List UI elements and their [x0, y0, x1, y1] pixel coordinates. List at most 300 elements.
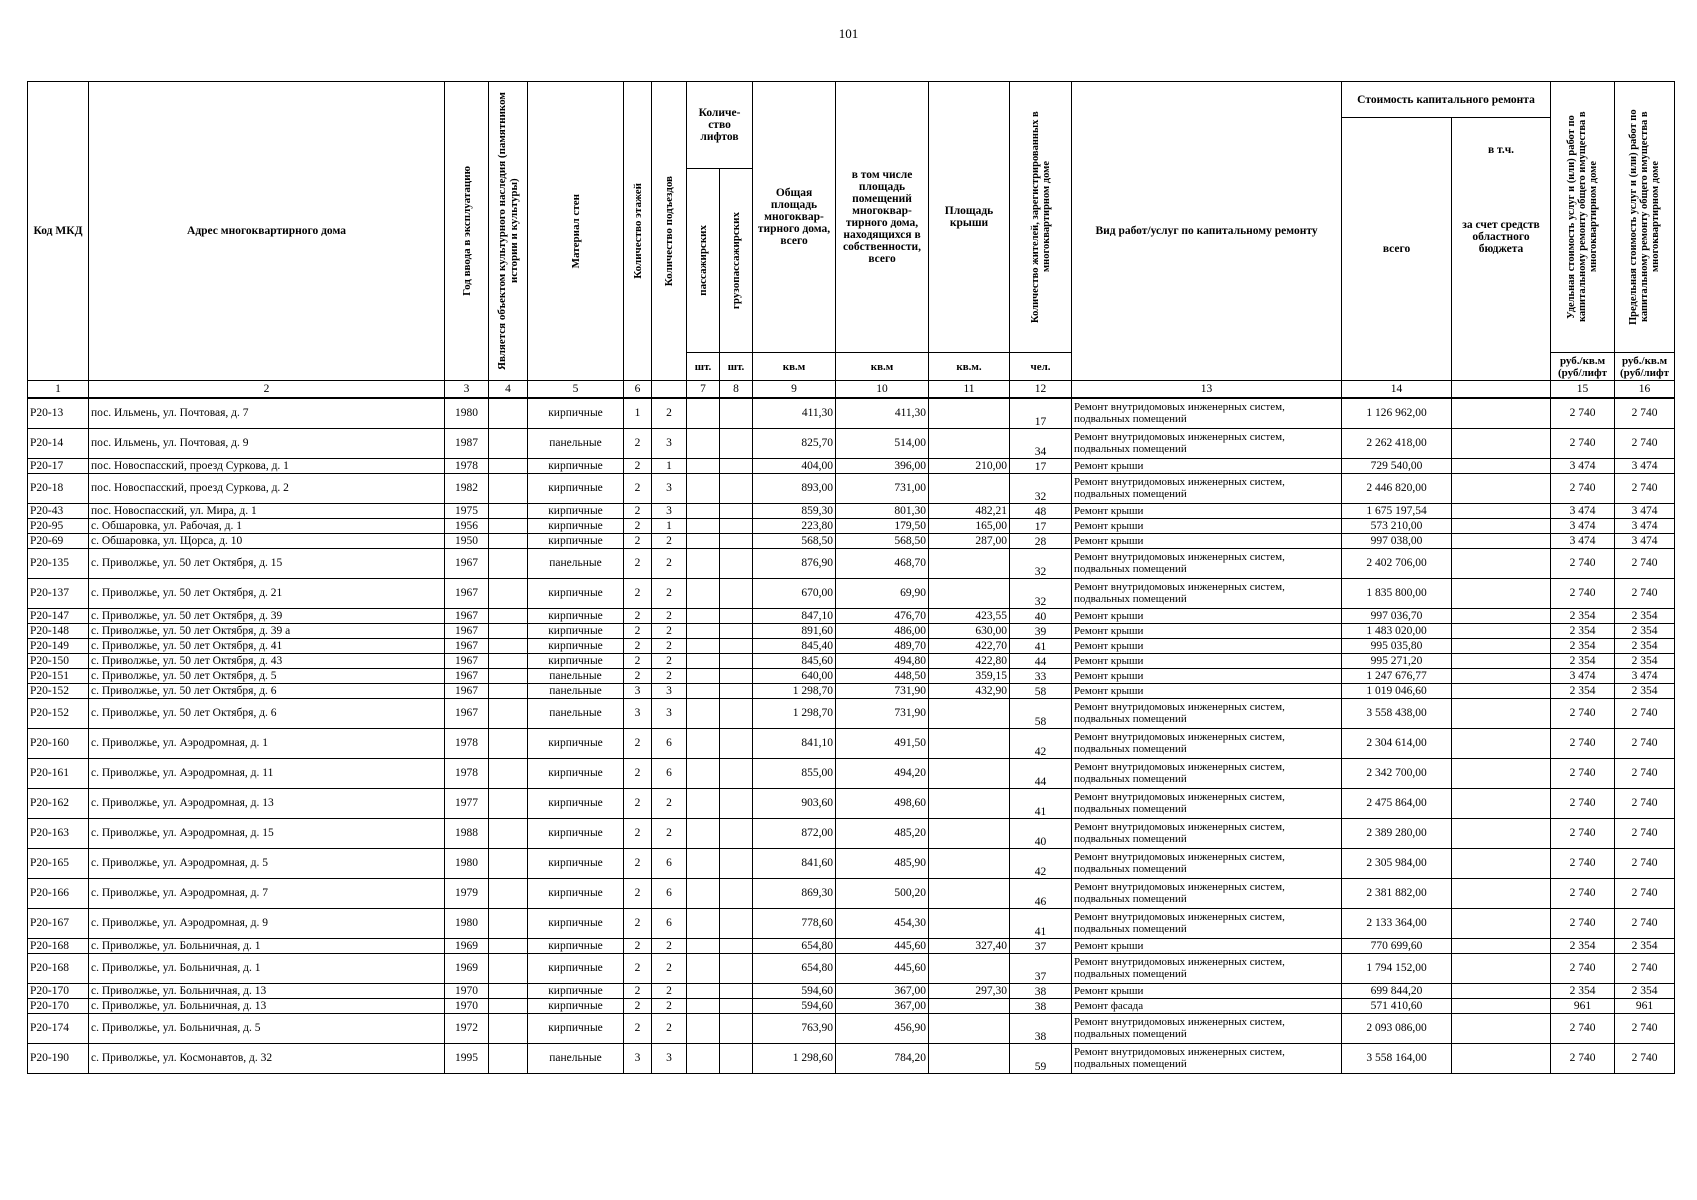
cell-owned-area: 498,60	[836, 788, 929, 818]
table-row	[28, 623, 1675, 638]
cell-owned-area: 500,20	[836, 878, 929, 908]
header-lifts-cargo: грузопассажирских	[730, 211, 743, 310]
cell-empty	[687, 668, 720, 683]
cell-max-cost: 3 474	[1615, 503, 1675, 518]
column-number: 14	[1342, 381, 1452, 399]
cell-entrances: 6	[652, 758, 687, 788]
column-number: 13	[1072, 381, 1342, 399]
cell-address: с. Приволжье, ул. 50 лет Октября, д. 6	[89, 683, 445, 698]
cell-roof-area	[929, 1013, 1010, 1043]
table-row	[28, 548, 1675, 578]
column-numbers	[28, 381, 1675, 399]
cell-year: 1972	[445, 1013, 489, 1043]
header-roof-area: Площадь крыши	[929, 82, 1010, 353]
cell-total-area: 841,60	[753, 848, 836, 878]
cell-unit-cost: 3 474	[1551, 533, 1615, 548]
cell-year: 1967	[445, 668, 489, 683]
cell-total-area: 1 298,70	[753, 698, 836, 728]
column-number: 15	[1551, 381, 1615, 399]
cell-total-area: 594,60	[753, 998, 836, 1013]
cell-max-cost: 2 740	[1615, 1013, 1675, 1043]
cell-residents: 38	[1010, 1013, 1072, 1043]
cell-empty	[1452, 938, 1551, 953]
cell-work: Ремонт внутридомовых инженерных систем, подвальных помещений	[1072, 398, 1342, 428]
cell-floors: 2	[624, 578, 652, 608]
cell-empty	[489, 758, 528, 788]
cell-floors: 2	[624, 908, 652, 938]
cell-year: 1977	[445, 788, 489, 818]
cell-empty	[489, 908, 528, 938]
cell-empty	[687, 728, 720, 758]
cell-entrances: 3	[652, 1043, 687, 1073]
cell-year: 1956	[445, 518, 489, 533]
cell-owned-area: 396,00	[836, 458, 929, 473]
cell-entrances: 2	[652, 983, 687, 998]
header-floors	[624, 82, 652, 381]
cell-unit-cost: 3 474	[1551, 503, 1615, 518]
cell-entrances: 3	[652, 473, 687, 503]
cell-cost: 3 558 164,00	[1342, 1043, 1452, 1073]
cell-cost: 1 794 152,00	[1342, 953, 1452, 983]
table-row	[28, 518, 1675, 533]
header-unit-cost-text: Удельная стоимость услуг и (или) работ по капитальному ремонту общего имущества в многоквартирном доме	[1566, 111, 1600, 323]
header-address: Адрес многоквартирного дома	[89, 82, 445, 381]
cell-material: кирпичные	[528, 953, 624, 983]
cell-entrances: 2	[652, 938, 687, 953]
cell-residents: 58	[1010, 698, 1072, 728]
cell-entrances: 2	[652, 668, 687, 683]
cell-empty	[687, 683, 720, 698]
cell-floors: 1	[624, 398, 652, 428]
cell-code: Р20-43	[28, 503, 89, 518]
cell-year: 1987	[445, 428, 489, 458]
cell-empty	[489, 1043, 528, 1073]
table-row	[28, 878, 1675, 908]
cell-address: с. Обшаровка, ул. Рабочая, д. 1	[89, 518, 445, 533]
table-row	[28, 608, 1675, 623]
cell-empty	[1452, 698, 1551, 728]
cell-address: с. Приволжье, ул. Космонавтов, д. 32	[89, 1043, 445, 1073]
cell-material: панельные	[528, 683, 624, 698]
cell-empty	[1452, 578, 1551, 608]
cell-empty	[720, 398, 753, 428]
cell-entrances: 2	[652, 533, 687, 548]
cell-entrances: 3	[652, 683, 687, 698]
cell-owned-area: 494,20	[836, 758, 929, 788]
cell-entrances: 1	[652, 518, 687, 533]
cell-floors: 2	[624, 668, 652, 683]
cell-max-cost: 2 354	[1615, 638, 1675, 653]
cell-material: кирпичные	[528, 1013, 624, 1043]
cell-floors: 2	[624, 788, 652, 818]
cell-empty	[720, 758, 753, 788]
cell-code: Р20-190	[28, 1043, 89, 1073]
header-max-cost-text: Предельная стоимость услуг и (или) работ по капитальному ремонту общего имущества в многоквартирном доме	[1628, 109, 1662, 325]
cell-floors: 2	[624, 938, 652, 953]
column-number: 7	[687, 381, 720, 399]
cell-work: Ремонт внутридомовых инженерных систем, подвальных помещений	[1072, 1013, 1342, 1043]
header-cost-incl: в т.ч.	[1487, 144, 1515, 156]
cell-unit-cost: 2 740	[1551, 428, 1615, 458]
cell-empty	[687, 473, 720, 503]
cell-empty	[1452, 608, 1551, 623]
cell-code: Р20-147	[28, 608, 89, 623]
header-cost-total: всего	[1342, 118, 1452, 381]
cell-empty	[489, 533, 528, 548]
cell-work: Ремонт крыши	[1072, 668, 1342, 683]
cell-empty	[720, 908, 753, 938]
cell-max-cost: 2 354	[1615, 683, 1675, 698]
cell-empty	[489, 878, 528, 908]
header-code: Код МКД	[28, 82, 89, 381]
table-row	[28, 578, 1675, 608]
cell-entrances: 2	[652, 998, 687, 1013]
cell-work: Ремонт внутридомовых инженерных систем, подвальных помещений	[1072, 698, 1342, 728]
cell-residents: 42	[1010, 728, 1072, 758]
cell-unit-cost: 2 354	[1551, 938, 1615, 953]
cell-roof-area: 287,00	[929, 533, 1010, 548]
cell-unit-cost: 2 740	[1551, 728, 1615, 758]
cell-material: кирпичные	[528, 578, 624, 608]
cell-owned-area: 485,90	[836, 848, 929, 878]
cell-material: кирпичные	[528, 473, 624, 503]
cell-owned-area: 411,30	[836, 398, 929, 428]
cell-total-area: 855,00	[753, 758, 836, 788]
header-year	[445, 82, 489, 381]
cell-residents: 59	[1010, 1043, 1072, 1073]
cell-empty	[687, 518, 720, 533]
cell-owned-area: 456,90	[836, 1013, 929, 1043]
table-row	[28, 638, 1675, 653]
cell-total-area: 903,60	[753, 788, 836, 818]
cell-roof-area	[929, 788, 1010, 818]
column-number: 10	[836, 381, 929, 399]
cell-empty	[1452, 683, 1551, 698]
cell-work: Ремонт крыши	[1072, 623, 1342, 638]
cell-floors: 2	[624, 428, 652, 458]
cell-empty	[1452, 1043, 1551, 1073]
cell-code: Р20-170	[28, 998, 89, 1013]
cell-max-cost: 2 354	[1615, 608, 1675, 623]
table-row	[28, 1043, 1675, 1073]
cell-empty	[1452, 1013, 1551, 1043]
cell-total-area: 670,00	[753, 578, 836, 608]
table-row	[28, 698, 1675, 728]
cell-empty	[720, 608, 753, 623]
cell-material: кирпичные	[528, 398, 624, 428]
header-unit-cost	[1551, 82, 1615, 353]
cell-empty	[687, 578, 720, 608]
cell-empty	[1452, 728, 1551, 758]
cell-total-area: 872,00	[753, 818, 836, 848]
cell-empty	[720, 518, 753, 533]
cell-cost: 1 483 020,00	[1342, 623, 1452, 638]
cell-owned-area: 485,20	[836, 818, 929, 848]
cell-max-cost: 3 474	[1615, 518, 1675, 533]
cell-total-area: 891,60	[753, 623, 836, 638]
cell-code: Р20-162	[28, 788, 89, 818]
cell-roof-area: 482,21	[929, 503, 1010, 518]
cell-empty	[720, 548, 753, 578]
cell-year: 1978	[445, 458, 489, 473]
cell-floors: 2	[624, 548, 652, 578]
cell-residents: 44	[1010, 653, 1072, 668]
cell-code: Р20-17	[28, 458, 89, 473]
cell-code: Р20-135	[28, 548, 89, 578]
cell-roof-area	[929, 953, 1010, 983]
table-row	[28, 758, 1675, 788]
cell-address: пос. Новоспасский, ул. Мира, д. 1	[89, 503, 445, 518]
cell-cost: 770 699,60	[1342, 938, 1452, 953]
column-number: 3	[445, 381, 489, 399]
cell-max-cost: 2 740	[1615, 398, 1675, 428]
cell-entrances: 3	[652, 428, 687, 458]
column-number: 2	[89, 381, 445, 399]
cell-total-area: 845,60	[753, 653, 836, 668]
cell-max-cost: 2 740	[1615, 728, 1675, 758]
cell-cost: 573 210,00	[1342, 518, 1452, 533]
cell-work: Ремонт внутридомовых инженерных систем, подвальных помещений	[1072, 878, 1342, 908]
cell-empty	[687, 998, 720, 1013]
header-cost-regional: за счет средств областного бюджета	[1462, 219, 1540, 255]
cell-empty	[489, 653, 528, 668]
header-residents-text: Количество жителей, зарегистрированных в многоквартирном доме	[1029, 111, 1052, 323]
cell-unit-cost: 2 740	[1551, 878, 1615, 908]
cell-residents: 46	[1010, 878, 1072, 908]
cell-material: кирпичные	[528, 728, 624, 758]
cell-roof-area	[929, 398, 1010, 428]
cell-cost: 729 540,00	[1342, 458, 1452, 473]
header-year-text: Год ввода в эксплуатацию	[460, 166, 473, 296]
cell-code: Р20-165	[28, 848, 89, 878]
cell-unit-cost: 2 354	[1551, 983, 1615, 998]
unit-pcs-cargo: шт.	[720, 353, 753, 381]
cell-unit-cost: 2 740	[1551, 1013, 1615, 1043]
cell-roof-area	[929, 878, 1010, 908]
cell-max-cost: 2 740	[1615, 908, 1675, 938]
cell-residents: 37	[1010, 953, 1072, 983]
cell-total-area: 778,60	[753, 908, 836, 938]
cell-max-cost: 3 474	[1615, 668, 1675, 683]
cell-owned-area: 731,90	[836, 683, 929, 698]
cell-total-area: 893,00	[753, 473, 836, 503]
cell-work: Ремонт внутридомовых инженерных систем, подвальных помещений	[1072, 578, 1342, 608]
cell-address: с. Приволжье, ул. 50 лет Октября, д. 15	[89, 548, 445, 578]
cell-address: с. Приволжье, ул. 50 лет Октября, д. 41	[89, 638, 445, 653]
cell-empty	[687, 908, 720, 938]
cell-empty	[720, 503, 753, 518]
cell-empty	[720, 818, 753, 848]
cell-address: с. Приволжье, ул. Больничная, д. 13	[89, 998, 445, 1013]
cell-max-cost: 2 740	[1615, 758, 1675, 788]
cell-unit-cost: 2 740	[1551, 908, 1615, 938]
cell-address: с. Приволжье, ул. Больничная, д. 5	[89, 1013, 445, 1043]
cell-material: кирпичные	[528, 983, 624, 998]
unit-people: чел.	[1010, 353, 1072, 381]
cell-empty	[687, 818, 720, 848]
cell-unit-cost: 2 740	[1551, 953, 1615, 983]
cell-floors: 2	[624, 848, 652, 878]
cell-empty	[489, 938, 528, 953]
table-row	[28, 458, 1675, 473]
cell-residents: 28	[1010, 533, 1072, 548]
cell-work: Ремонт внутридомовых инженерных систем, подвальных помещений	[1072, 818, 1342, 848]
cell-material: кирпичные	[528, 908, 624, 938]
cell-unit-cost: 2 740	[1551, 1043, 1615, 1073]
cell-code: Р20-95	[28, 518, 89, 533]
cell-roof-area: 422,70	[929, 638, 1010, 653]
cell-entrances: 2	[652, 653, 687, 668]
cell-residents: 38	[1010, 998, 1072, 1013]
cell-cost: 2 342 700,00	[1342, 758, 1452, 788]
cell-floors: 2	[624, 998, 652, 1013]
cell-code: Р20-18	[28, 473, 89, 503]
cell-unit-cost: 3 474	[1551, 668, 1615, 683]
cell-material: панельные	[528, 698, 624, 728]
cell-roof-area	[929, 473, 1010, 503]
cell-year: 1978	[445, 758, 489, 788]
cell-material: кирпичные	[528, 878, 624, 908]
cell-empty	[489, 1013, 528, 1043]
table-header	[28, 82, 1675, 381]
unit-pcs-pass: шт.	[687, 353, 720, 381]
cell-empty	[489, 548, 528, 578]
cell-year: 1978	[445, 728, 489, 758]
cell-entrances: 2	[652, 398, 687, 428]
cell-year: 1995	[445, 1043, 489, 1073]
cell-residents: 34	[1010, 428, 1072, 458]
cell-entrances: 2	[652, 1013, 687, 1043]
cell-empty	[687, 848, 720, 878]
cell-empty	[489, 668, 528, 683]
cell-code: Р20-168	[28, 938, 89, 953]
cell-floors: 3	[624, 683, 652, 698]
cell-unit-cost: 2 740	[1551, 788, 1615, 818]
cell-floors: 2	[624, 1013, 652, 1043]
cell-code: Р20-151	[28, 668, 89, 683]
cell-total-area: 223,80	[753, 518, 836, 533]
cell-roof-area	[929, 818, 1010, 848]
cell-floors: 2	[624, 878, 652, 908]
cell-year: 1967	[445, 638, 489, 653]
cell-empty	[1452, 503, 1551, 518]
header-lifts-pass: пассажирских	[697, 225, 709, 296]
cell-max-cost: 2 740	[1615, 1043, 1675, 1073]
cell-total-area: 568,50	[753, 533, 836, 548]
cell-empty	[489, 608, 528, 623]
cell-residents: 41	[1010, 638, 1072, 653]
cell-cost: 571 410,60	[1342, 998, 1452, 1013]
cell-empty	[720, 788, 753, 818]
cell-max-cost: 3 474	[1615, 533, 1675, 548]
cell-year: 1967	[445, 578, 489, 608]
cell-empty	[489, 998, 528, 1013]
cell-empty	[489, 818, 528, 848]
cell-cost: 995 271,20	[1342, 653, 1452, 668]
cell-cost: 2 402 706,00	[1342, 548, 1452, 578]
cell-roof-area	[929, 758, 1010, 788]
header-owned-area: в том числе площадь помещений многоквар-тирного дома, находящихся в собственности, всего	[836, 82, 929, 353]
header-wall-material-text: Материал стен	[569, 193, 582, 269]
cell-empty	[687, 458, 720, 473]
table-row	[28, 983, 1675, 998]
cell-work: Ремонт внутридомовых инженерных систем, подвальных помещений	[1072, 728, 1342, 758]
cell-max-cost: 2 740	[1615, 473, 1675, 503]
cell-empty	[687, 953, 720, 983]
cell-floors: 3	[624, 698, 652, 728]
cell-code: Р20-160	[28, 728, 89, 758]
cell-year: 1967	[445, 698, 489, 728]
cell-residents: 17	[1010, 518, 1072, 533]
header-total-area: Общая площадь многоквар-тирного дома, всего	[753, 82, 836, 353]
cell-unit-cost: 2 740	[1551, 758, 1615, 788]
cell-roof-area: 432,90	[929, 683, 1010, 698]
cell-year: 1980	[445, 398, 489, 428]
cell-roof-area: 630,00	[929, 623, 1010, 638]
cell-roof-area: 210,00	[929, 458, 1010, 473]
cell-empty	[1452, 518, 1551, 533]
cell-unit-cost: 2 740	[1551, 578, 1615, 608]
cell-empty	[489, 623, 528, 638]
cell-roof-area	[929, 1043, 1010, 1073]
cell-material: кирпичные	[528, 938, 624, 953]
cell-year: 1967	[445, 548, 489, 578]
cell-empty	[720, 623, 753, 638]
cell-work: Ремонт внутридомовых инженерных систем, подвальных помещений	[1072, 473, 1342, 503]
cell-cost: 997 036,70	[1342, 608, 1452, 623]
cell-max-cost: 2 354	[1615, 653, 1675, 668]
table-row	[28, 668, 1675, 683]
cell-year: 1950	[445, 533, 489, 548]
cell-owned-area: 448,50	[836, 668, 929, 683]
cell-material: панельные	[528, 428, 624, 458]
cell-empty	[720, 998, 753, 1013]
cell-code: Р20-170	[28, 983, 89, 998]
column-number	[652, 381, 687, 399]
cell-roof-area	[929, 908, 1010, 938]
cell-empty	[489, 848, 528, 878]
cell-cost: 2 262 418,00	[1342, 428, 1452, 458]
cell-work: Ремонт крыши	[1072, 518, 1342, 533]
cell-roof-area	[929, 698, 1010, 728]
cell-owned-area: 367,00	[836, 998, 929, 1013]
cell-code: Р20-152	[28, 683, 89, 698]
cell-empty	[1452, 668, 1551, 683]
cell-unit-cost: 2 740	[1551, 548, 1615, 578]
cell-empty	[687, 398, 720, 428]
cell-total-area: 654,80	[753, 938, 836, 953]
cell-address: пос. Новоспасский, проезд Суркова, д. 1	[89, 458, 445, 473]
cell-entrances: 2	[652, 818, 687, 848]
cell-empty	[687, 428, 720, 458]
cell-entrances: 2	[652, 623, 687, 638]
cell-empty	[720, 533, 753, 548]
cell-year: 1969	[445, 938, 489, 953]
cell-cost: 2 389 280,00	[1342, 818, 1452, 848]
cell-work: Ремонт фасада	[1072, 998, 1342, 1013]
cell-empty	[1452, 848, 1551, 878]
cell-floors: 2	[624, 728, 652, 758]
cell-year: 1980	[445, 848, 489, 878]
cell-floors: 2	[624, 608, 652, 623]
cell-cost: 997 038,00	[1342, 533, 1452, 548]
cell-work: Ремонт внутридомовых инженерных систем, подвальных помещений	[1072, 758, 1342, 788]
cell-material: кирпичные	[528, 518, 624, 533]
header-floors-text: Количество этажей	[631, 183, 644, 279]
cell-cost: 2 093 086,00	[1342, 1013, 1452, 1043]
cell-empty	[687, 503, 720, 518]
cell-empty	[1452, 458, 1551, 473]
